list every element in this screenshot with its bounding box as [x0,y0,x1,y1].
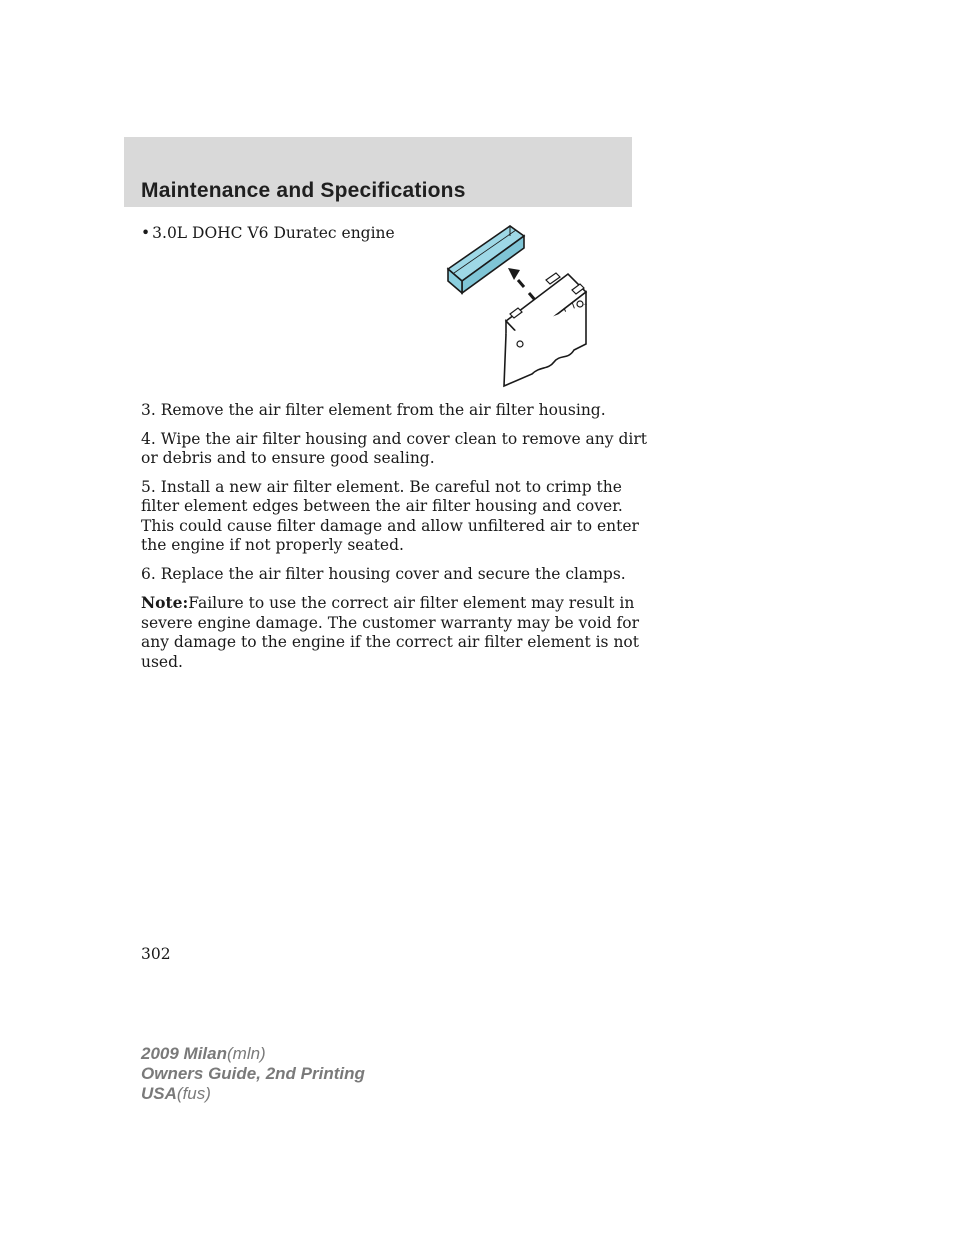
step-5: 5. Install a new air filter element. Be careful not to crimp the filter element edges between the air filter housing and cover. This could cause filter damage and allow unfiltered air to enter the engine if not properly seated. [141,477,639,554]
note-text: Failure to use the correct air filter element may result in severe engine damage. The customer warranty may be void for any damage to the engine if the correct air filter element is not used. [141,594,640,671]
footer-model-code: (mln) [227,1044,266,1063]
step-3: 3. Remove the air filter element from the air filter housing. [141,401,606,419]
note-label: Note: [141,593,189,612]
footer-line-1 [141,1044,365,1064]
note-paragraph [141,593,651,672]
section-title: Maintenance and Specifications [141,179,466,202]
air-filter-diagram-icon [440,224,600,388]
footer-region-code: (fus) [176,1084,211,1103]
footer-line-2: Owners Guide, 2nd Printing [141,1064,365,1083]
footer-region: USA [141,1084,177,1103]
footer-model: 2009 Milan [141,1044,227,1063]
step-4: 4. Wipe the air filter housing and cover clean to remove any dirt or debris and to ensure good sealing. [141,429,647,467]
footer-line-3 [141,1084,365,1104]
page-number: 302 [141,945,171,963]
bullet-text: 3.0L DOHC V6 Duratec engine [152,224,395,242]
bullet-item [141,223,395,243]
document-footer [141,1044,365,1104]
step-6: 6. Replace the air filter housing cover and secure the clamps. [141,564,626,583]
bullet-symbol: • [141,224,151,242]
instructions-body [141,401,651,681]
